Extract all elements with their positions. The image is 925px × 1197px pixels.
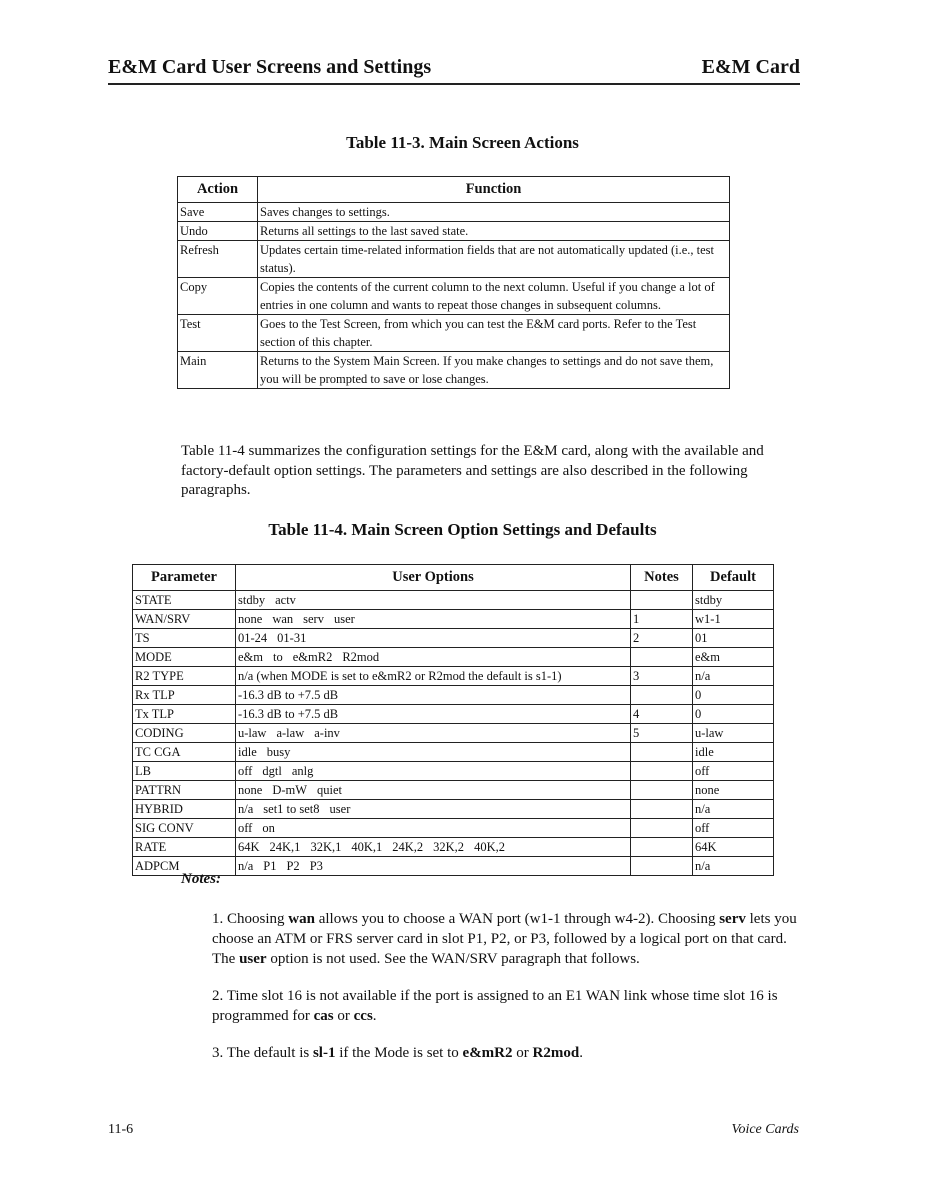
option-value: -16.3 dB to +7.5 dB [238,688,339,702]
option-value: set1 to set8 [263,802,320,816]
page-header [108,56,800,82]
default-cell: 01 [693,629,774,648]
note-text: lets you choose an ATM or FRS server card in slot P1, P2, or P3, followed by a logical port on that card. The [212,911,797,967]
option-value: stdby [238,593,266,607]
parameter-cell: TS [133,629,236,648]
note-keyword: e&mR2 [462,1045,513,1061]
note-text: option is not used. See the WAN/SRV paragraph that follows. [266,951,640,967]
default-cell: n/a [693,857,774,876]
notes-label: Notes: [181,871,221,887]
parameter-cell: LB [133,762,236,781]
table-11-3-caption: Table 11-3. Main Screen Actions [346,133,579,152]
action-cell: Save [178,203,258,222]
table-row [133,610,774,629]
option-value: P3 [309,859,323,873]
notes-cell: 5 [631,724,693,743]
function-cell: Updates certain time-related information fields that are not automatically updated (i.e., test status). [258,241,730,278]
default-cell: 64K [693,838,774,857]
column-header: Function [258,177,730,203]
option-value: idle [238,745,257,759]
table-row [178,222,730,241]
table-row [178,352,730,389]
option-value: a-inv [314,726,340,740]
note-keyword: serv [719,911,746,927]
parameter-cell: RATE [133,838,236,857]
function-cell: Returns to the System Main Screen. If you make changes to settings and do not save them, you will be prompted to save or lose changes. [258,352,730,389]
notes-cell [631,819,693,838]
table-row [133,667,774,686]
user-options-cell [236,838,631,857]
column-header: Parameter [133,565,236,591]
user-options-cell [236,591,631,610]
parameter-cell: ADPCM [133,857,236,876]
default-cell: none [693,781,774,800]
default-cell: off [693,762,774,781]
note-text: 1. Choosing [212,911,289,927]
option-value: n/a (when MODE is set to e&mR2 or R2mod the default is s1-1) [238,669,562,683]
option-value: to [273,650,283,664]
parameter-cell: TC CGA [133,743,236,762]
note-text: . [372,1008,377,1024]
parameter-cell: STATE [133,591,236,610]
note-text: 3. The default is [212,1045,313,1061]
page-number: 11-6 [108,1122,134,1137]
header-rule [108,83,800,85]
option-value: quiet [317,783,343,797]
notes-cell [631,857,693,876]
option-value: on [262,821,275,835]
default-cell: 0 [693,705,774,724]
table-row [133,800,774,819]
option-value: e&m [238,650,263,664]
option-value: off [238,764,253,778]
table-row [178,241,730,278]
default-cell: n/a [693,800,774,819]
notes-cell: 3 [631,667,693,686]
user-options-cell [236,819,631,838]
table-row [133,648,774,667]
option-value: actv [275,593,296,607]
parameter-cell: PATTRN [133,781,236,800]
option-value: off [238,821,253,835]
default-cell: u-law [693,724,774,743]
option-value: R2mod [342,650,380,664]
option-value: 40K,2 [474,840,505,854]
header-title: E&M Card User Screens and Settings [108,56,432,78]
table-row [178,315,730,352]
user-options-cell [236,705,631,724]
column-header: Notes [631,565,693,591]
table-row [133,724,774,743]
parameter-cell: SIG CONV [133,819,236,838]
note-3 [212,1043,804,1063]
note-text: . [579,1045,583,1061]
option-value: user [329,802,351,816]
option-value: none [238,783,263,797]
option-value: P2 [286,859,300,873]
note-text: allows you to choose a WAN port (w1-1 through w4-2). Choosing [314,911,720,927]
default-cell: idle [693,743,774,762]
option-value: n/a [238,859,254,873]
table-row [133,705,774,724]
notes-cell [631,648,693,667]
parameter-cell: CODING [133,724,236,743]
column-header: Action [178,177,258,203]
footer-chapter: Voice Cards [731,1122,799,1137]
table-11-4-caption: Table 11-4. Main Screen Option Settings and Defaults [268,520,657,539]
user-options-cell [236,762,631,781]
action-cell: Main [178,352,258,389]
option-value: dgtl [262,764,282,778]
header-section: E&M Card [701,56,800,78]
note-text: or [512,1045,533,1061]
function-cell: Returns all settings to the last saved state. [258,222,730,241]
table-row [178,203,730,222]
summary-paragraph: Table 11-4 summarizes the configuration settings for the E&M card, along with the available and factory-default option settings. The parameters and settings are also described in the following paragraphs. [181,443,764,498]
table-row [133,838,774,857]
option-settings-table [132,564,774,876]
column-header: User Options [236,565,631,591]
user-options-cell [236,724,631,743]
action-cell: Refresh [178,241,258,278]
option-value: 01-31 [277,631,307,645]
option-value: 32K,2 [433,840,465,854]
option-value: u-law [238,726,267,740]
option-value: -16.3 dB to +7.5 dB [238,707,339,721]
notes-cell [631,781,693,800]
parameter-cell: Tx TLP [133,705,236,724]
notes-cell [631,838,693,857]
user-options-cell [236,648,631,667]
option-value: 24K,1 [269,840,301,854]
table-row [133,743,774,762]
table-row [133,857,774,876]
function-cell: Goes to the Test Screen, from which you can test the E&M card ports. Refer to the Test section of this chapter. [258,315,730,352]
table-row [133,762,774,781]
table-header-row [133,565,774,591]
default-cell: off [693,819,774,838]
note-text: if the Mode is set to [335,1045,463,1061]
notes-cell [631,686,693,705]
action-cell: Test [178,315,258,352]
option-value: n/a [238,802,254,816]
user-options-cell [236,743,631,762]
notes-cell [631,762,693,781]
note-2 [212,986,804,1026]
notes-cell [631,591,693,610]
parameter-cell: Rx TLP [133,686,236,705]
user-options-cell [236,857,631,876]
note-keyword: wan [288,911,315,927]
option-value: a-law [276,726,305,740]
option-value: P1 [263,859,277,873]
default-cell: stdby [693,591,774,610]
note-1 [212,909,804,969]
user-options-cell [236,781,631,800]
note-keyword: user [239,951,267,967]
option-value: anlg [291,764,314,778]
table-row [133,591,774,610]
table-row [178,278,730,315]
action-cell: Undo [178,222,258,241]
notes-cell: 4 [631,705,693,724]
option-value: 01-24 [238,631,268,645]
function-cell: Saves changes to settings. [258,203,730,222]
action-cell: Copy [178,278,258,315]
option-value: 40K,1 [351,840,383,854]
user-options-cell [236,629,631,648]
table-row [133,781,774,800]
main-screen-actions-table [177,176,730,389]
note-keyword: cas [313,1008,334,1024]
default-cell: 0 [693,686,774,705]
option-value: none [238,612,263,626]
default-cell: e&m [693,648,774,667]
user-options-cell [236,686,631,705]
option-value: wan [272,612,294,626]
option-value: serv [303,612,324,626]
parameter-cell: R2 TYPE [133,667,236,686]
user-options-cell [236,610,631,629]
note-keyword: ccs [353,1008,373,1024]
parameter-cell: WAN/SRV [133,610,236,629]
option-value: 32K,1 [310,840,342,854]
option-value: busy [266,745,291,759]
option-value: user [333,612,355,626]
option-value: e&mR2 [292,650,333,664]
table-row [133,629,774,648]
notes-cell [631,800,693,819]
column-header: Default [693,565,774,591]
note-text: 2. Time slot 16 is not available if the port is assigned to an E1 WAN link whose time slot 16 is programmed for [212,988,778,1024]
option-value: 64K [238,840,260,854]
option-value: D-mW [272,783,308,797]
note-keyword: R2mod [532,1045,580,1061]
notes-cell [631,743,693,762]
parameter-cell: HYBRID [133,800,236,819]
table-header-row [178,177,730,203]
parameter-cell: MODE [133,648,236,667]
notes-cell: 2 [631,629,693,648]
table-row [133,819,774,838]
table-row [133,686,774,705]
option-value: 24K,2 [392,840,424,854]
user-options-cell [236,800,631,819]
user-options-cell [236,667,631,686]
note-text: or [333,1008,354,1024]
default-cell: n/a [693,667,774,686]
default-cell: w1-1 [693,610,774,629]
function-cell: Copies the contents of the current column to the next column. Useful if you change a lot of entries in one column and wants to repeat those changes in subsequent columns. [258,278,730,315]
note-keyword: sl-1 [312,1045,336,1061]
notes-cell: 1 [631,610,693,629]
